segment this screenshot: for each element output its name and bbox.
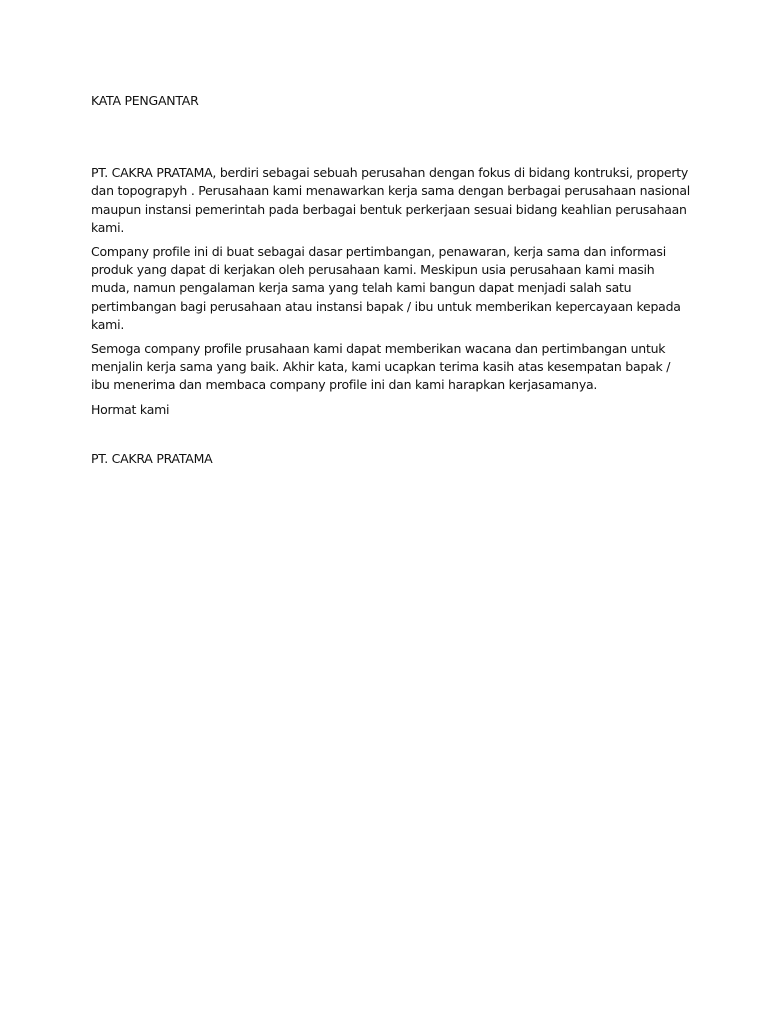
document-body bbox=[91, 92, 691, 468]
paragraph-purpose: Company profile ini di buat sebagai dasar pertimbangan, penawaran, kerja sama dan informasi produk yang dapat di kerjakan oleh perusahaan kami. Meskipun usia perusahaan kami masih muda, namun pengalaman kerja sama yang telah kami bangun dapat menjadi salah satu pertimbangan bagi perusahaan atau instansi bapak / ibu untuk memberikan kepercayaan kepada kami. bbox=[91, 244, 681, 332]
paragraph-closing-remarks: Semoga company profile prusahaan kami dapat memberikan wacana dan pertimbangan untuk menjalin kerja sama yang baik. Akhir kata, kami ucapkan terima kasih atas kesempatan bapak / ibu menerima dan membaca company profile ini dan kami harapkan kerjasamanya. bbox=[91, 341, 671, 393]
paragraph-intro: PT. CAKRA PRATAMA, berdiri sebagai sebuah perusahan dengan fokus di bidang kontruksi, property dan topograpyh . Perusahaan kami menawarkan kerja sama dengan berbagai perusahaan nasional maupun instansi pemerintah pada berbagai bentuk perkerjaan sesuai bidang keahlian perusahaan kami. bbox=[91, 165, 690, 235]
closing-salutation: Hormat kami bbox=[91, 401, 170, 417]
signature-company: PT. CAKRA PRATAMA bbox=[91, 450, 213, 466]
document-heading: KATA PENGANTAR bbox=[91, 93, 199, 108]
